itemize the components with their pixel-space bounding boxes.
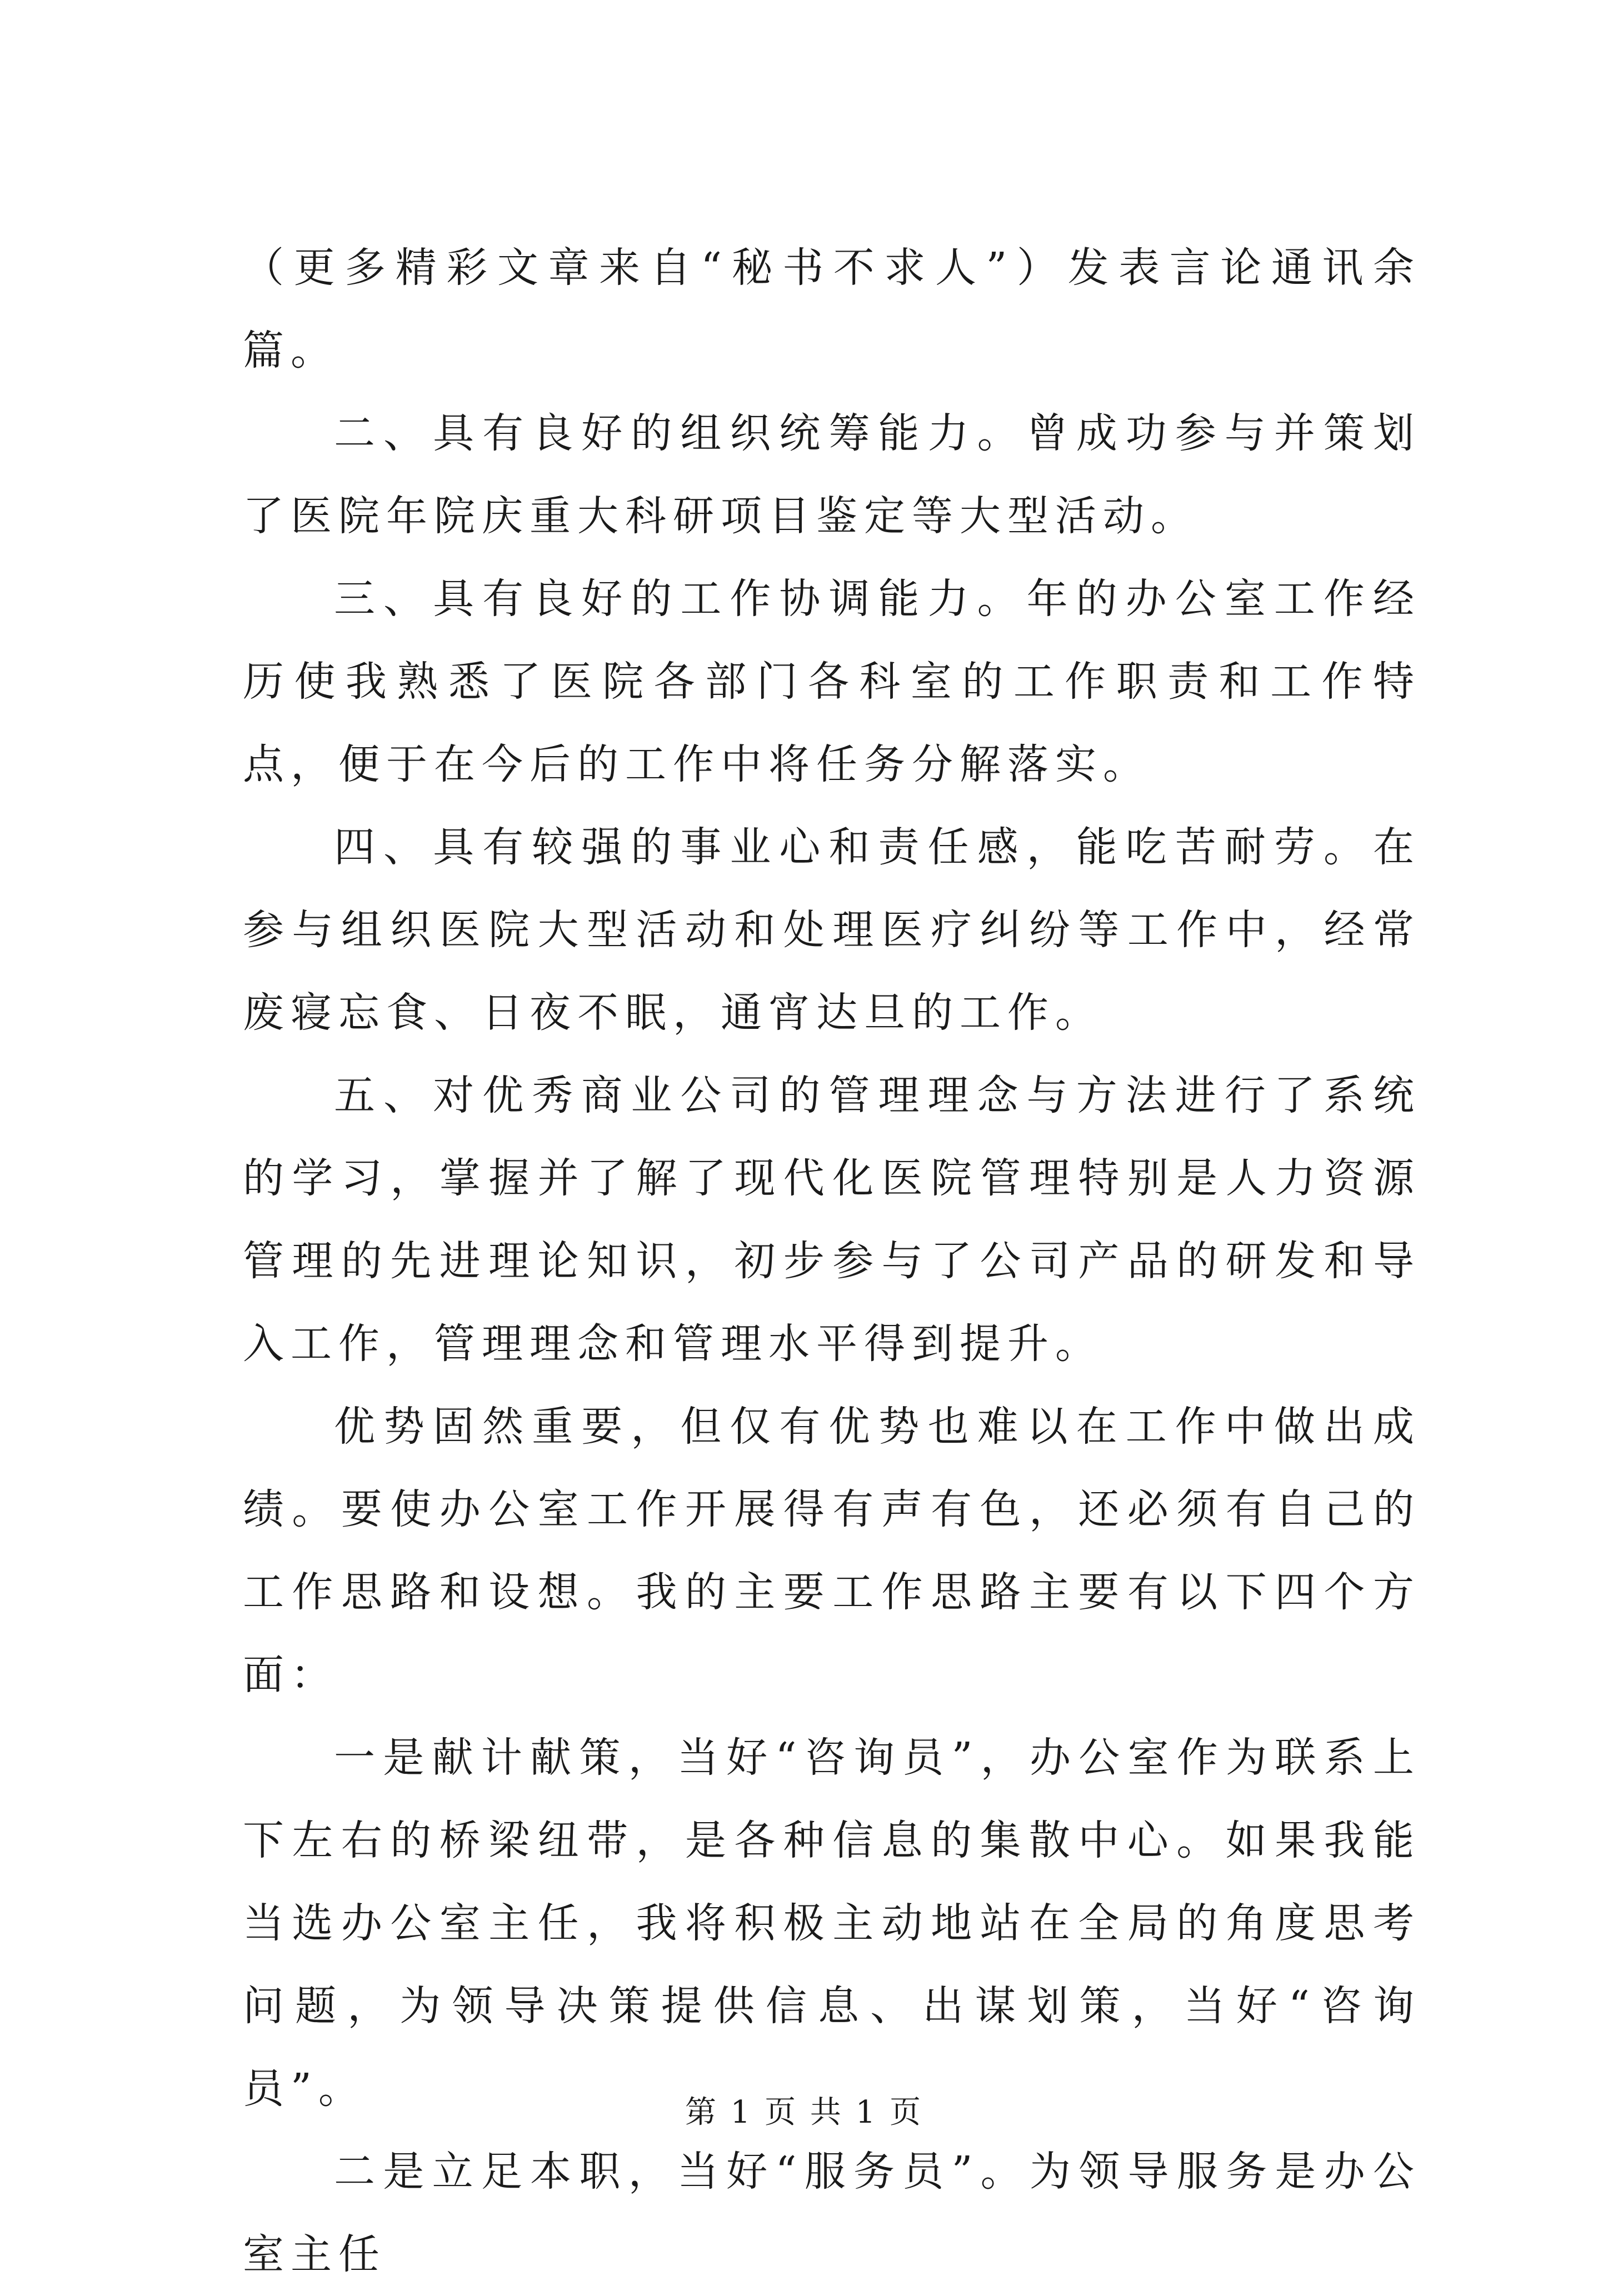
- document-body: [243, 227, 1421, 2296]
- paragraph-4: 四、具有较强的事业心和责任感，能吃苦耐劳。在参与组织医院大型活动和处理医疗纠纷等工作中，经常废寝忘食、日夜不眠，通宵达旦的工作。: [243, 823, 1421, 1037]
- paragraph-3: 三、具有良好的工作协调能力。年的办公室工作经历使我熟悉了医院各部门各科室的工作职责和工作特点，便于在今后的工作中将任务分解落实。: [243, 575, 1421, 788]
- paragraph-7: 一是献计献策，当好“咨询员”，办公室作为联系上下左右的桥梁纽带，是各种信息的集散中心。如果我能当选办公室主任，我将积极主动地站在全局的角度思考问题，为领导决策提供信息、出谋划策，当好“咨询员”。: [243, 1734, 1421, 2113]
- paragraph-2: 二、具有良好的组织统筹能力。曾成功参与并策划了医院年院庆重大科研项目鉴定等大型活动。: [243, 409, 1421, 540]
- paragraph-1: （更多精彩文章来自“秘书不求人”）发表言论通讯余篇。: [243, 244, 1421, 374]
- paragraph-5: 五、对优秀商业公司的管理理念与方法进行了系统的学习，掌握并了解了现代化医院管理特别是人力资源管理的先进理论知识，初步参与了公司产品的研发和导入工作，管理理念和管理水平得到提升。: [243, 1072, 1421, 1368]
- page-footer: 第 1 页 共 1 页: [685, 2094, 923, 2130]
- paragraph-6: 优势固然重要，但仅有优势也难以在工作中做出成绩。要使办公室工作开展得有声有色，还必须有自己的工作思路和设想。我的主要工作思路主要有以下四个方面：: [243, 1403, 1421, 1699]
- paragraph-8: 二是立足本职，当好“服务员”。为领导服务是办公室主任: [243, 2148, 1421, 2278]
